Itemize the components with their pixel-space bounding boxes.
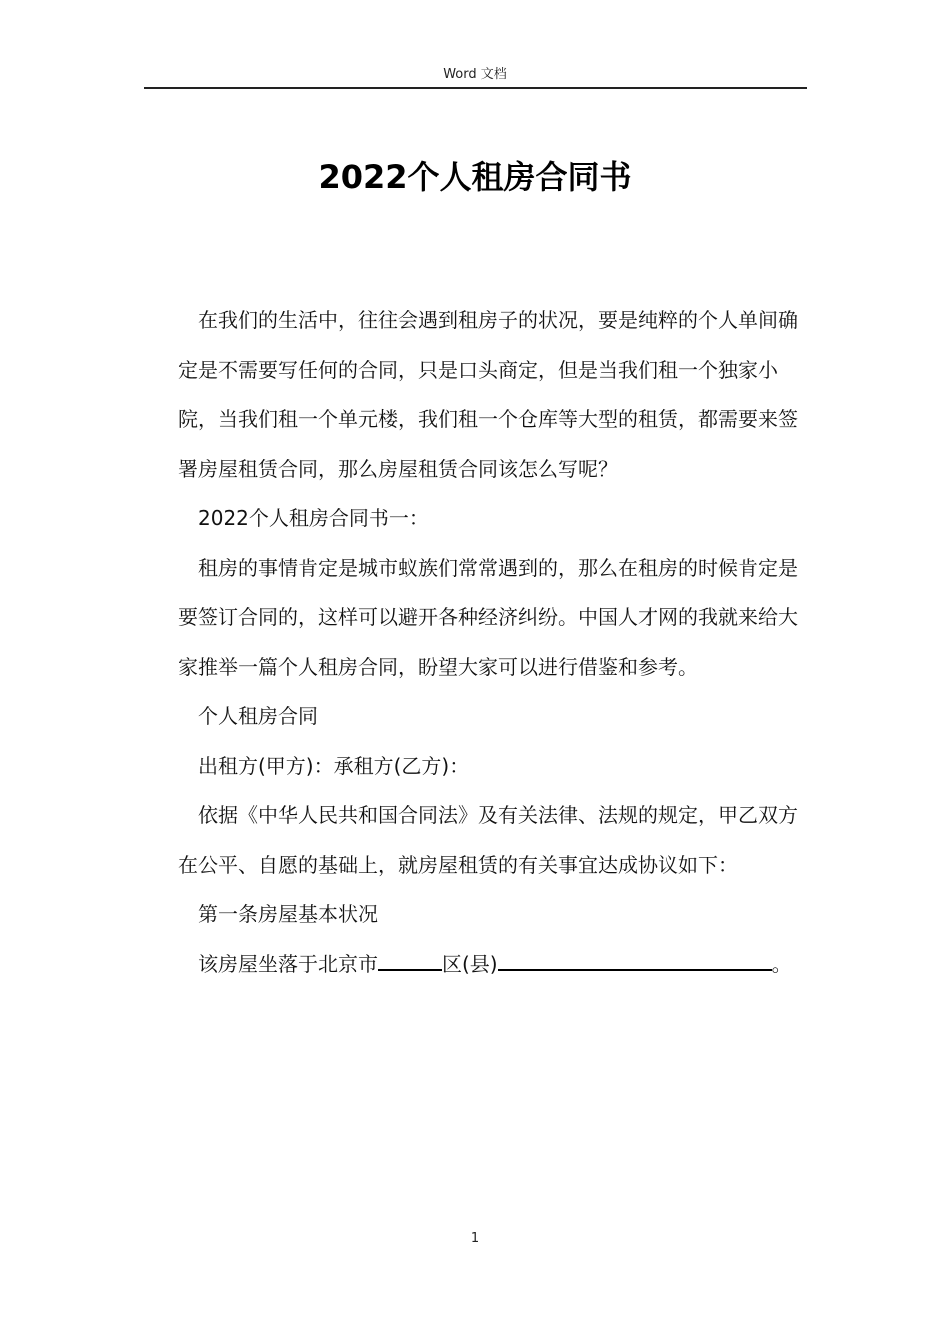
- address-suffix: 。: [771, 951, 792, 976]
- district-blank: [378, 949, 442, 971]
- paragraph-parties: 出租方(甲方)：承租方(乙方)：: [198, 753, 470, 778]
- address-blank: [498, 949, 772, 971]
- paragraph-article-one: 第一条房屋基本状况: [198, 902, 378, 926]
- document-body: [178, 296, 808, 989]
- paragraph-contract-name: 个人租房合同: [198, 704, 318, 728]
- paragraph-context: 租房的事情肯定是城市蚁族们常常遇到的，那么在租房的时候肯定是要签订合同的，这样可以避开各种经济纠纷。中国人才网的我就来给大家推举一篇个人租房合同，盼望大家可以进行借鉴和参考。: [178, 555, 798, 679]
- page-header: Word 文档: [443, 67, 507, 82]
- address-prefix: 该房屋坐落于北京市: [198, 951, 378, 976]
- paragraph-address: [178, 940, 808, 990]
- paragraph-intro: 在我们的生活中，往往会遇到租房子的状况，要是纯粹的个人单间确定是不需要写任何的合同，只是口头商定，但是当我们租一个独家小院，当我们租一个单元楼，我们租一个仓库等大型的租赁，都需要来签署房屋租赁合同，那么房屋租赁合同该怎么写呢？: [178, 308, 798, 481]
- document-title: 2022个人租房合同书: [318, 158, 632, 196]
- header-rule: [144, 87, 807, 89]
- address-middle: 区(县): [442, 951, 498, 976]
- page-number: 1: [470, 1231, 480, 1246]
- paragraph-legal-basis: 依据《中华人民共和国合同法》及有关法律、法规的规定，甲乙双方在公平、自愿的基础上，就房屋租赁的有关事宜达成协议如下：: [178, 803, 798, 877]
- paragraph-section-heading: 2022个人租房合同书一：: [198, 506, 429, 530]
